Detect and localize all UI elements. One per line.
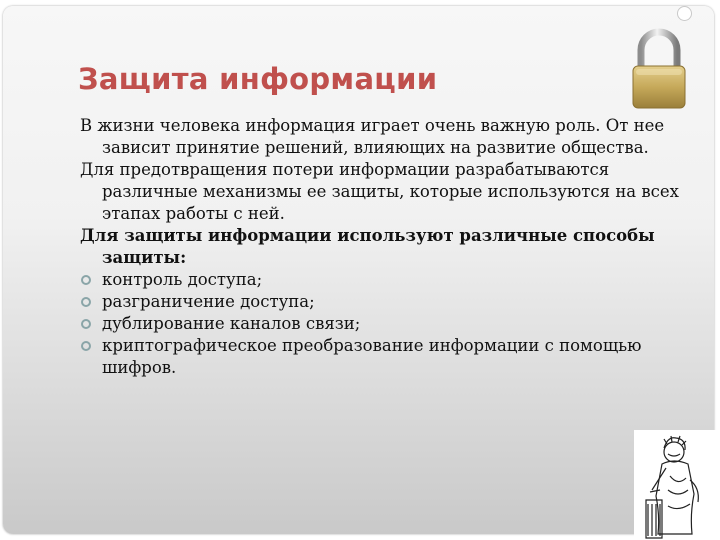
bullet-icon xyxy=(80,318,92,330)
slide-body xyxy=(80,115,680,379)
list-item xyxy=(80,313,680,335)
corner-dot-decoration xyxy=(677,6,692,21)
methods-heading: Для защиты информации используют различные способы защиты: xyxy=(80,226,655,267)
list-item xyxy=(80,291,680,313)
list-item xyxy=(80,335,680,379)
bullet-icon xyxy=(80,340,92,352)
paragraph-importance: В жизни человека информация играет очень важную роль. От нее зависит принятие решений, влияющих на развитие общества. xyxy=(80,116,665,157)
paragraph-protection-mechanisms: Для предотвращения потери информации разрабатываются различные механизмы ее защиты, которые используются на всех этапах работы с ней. xyxy=(80,160,679,223)
list-item-text: разграничение доступа; xyxy=(102,292,315,311)
padlock-icon xyxy=(630,28,688,110)
list-item-text: криптографическое преобразование информации с помощью шифров. xyxy=(102,336,642,377)
list-item xyxy=(80,269,680,291)
methods-list xyxy=(80,269,680,379)
bullet-icon xyxy=(80,296,92,308)
slide-title: Защита информации xyxy=(78,62,438,96)
list-item-text: дублирование каналов связи; xyxy=(102,314,361,333)
bullet-icon xyxy=(80,274,92,286)
list-item-text: контроль доступа; xyxy=(102,270,263,289)
greek-figure-illustration xyxy=(634,430,720,540)
